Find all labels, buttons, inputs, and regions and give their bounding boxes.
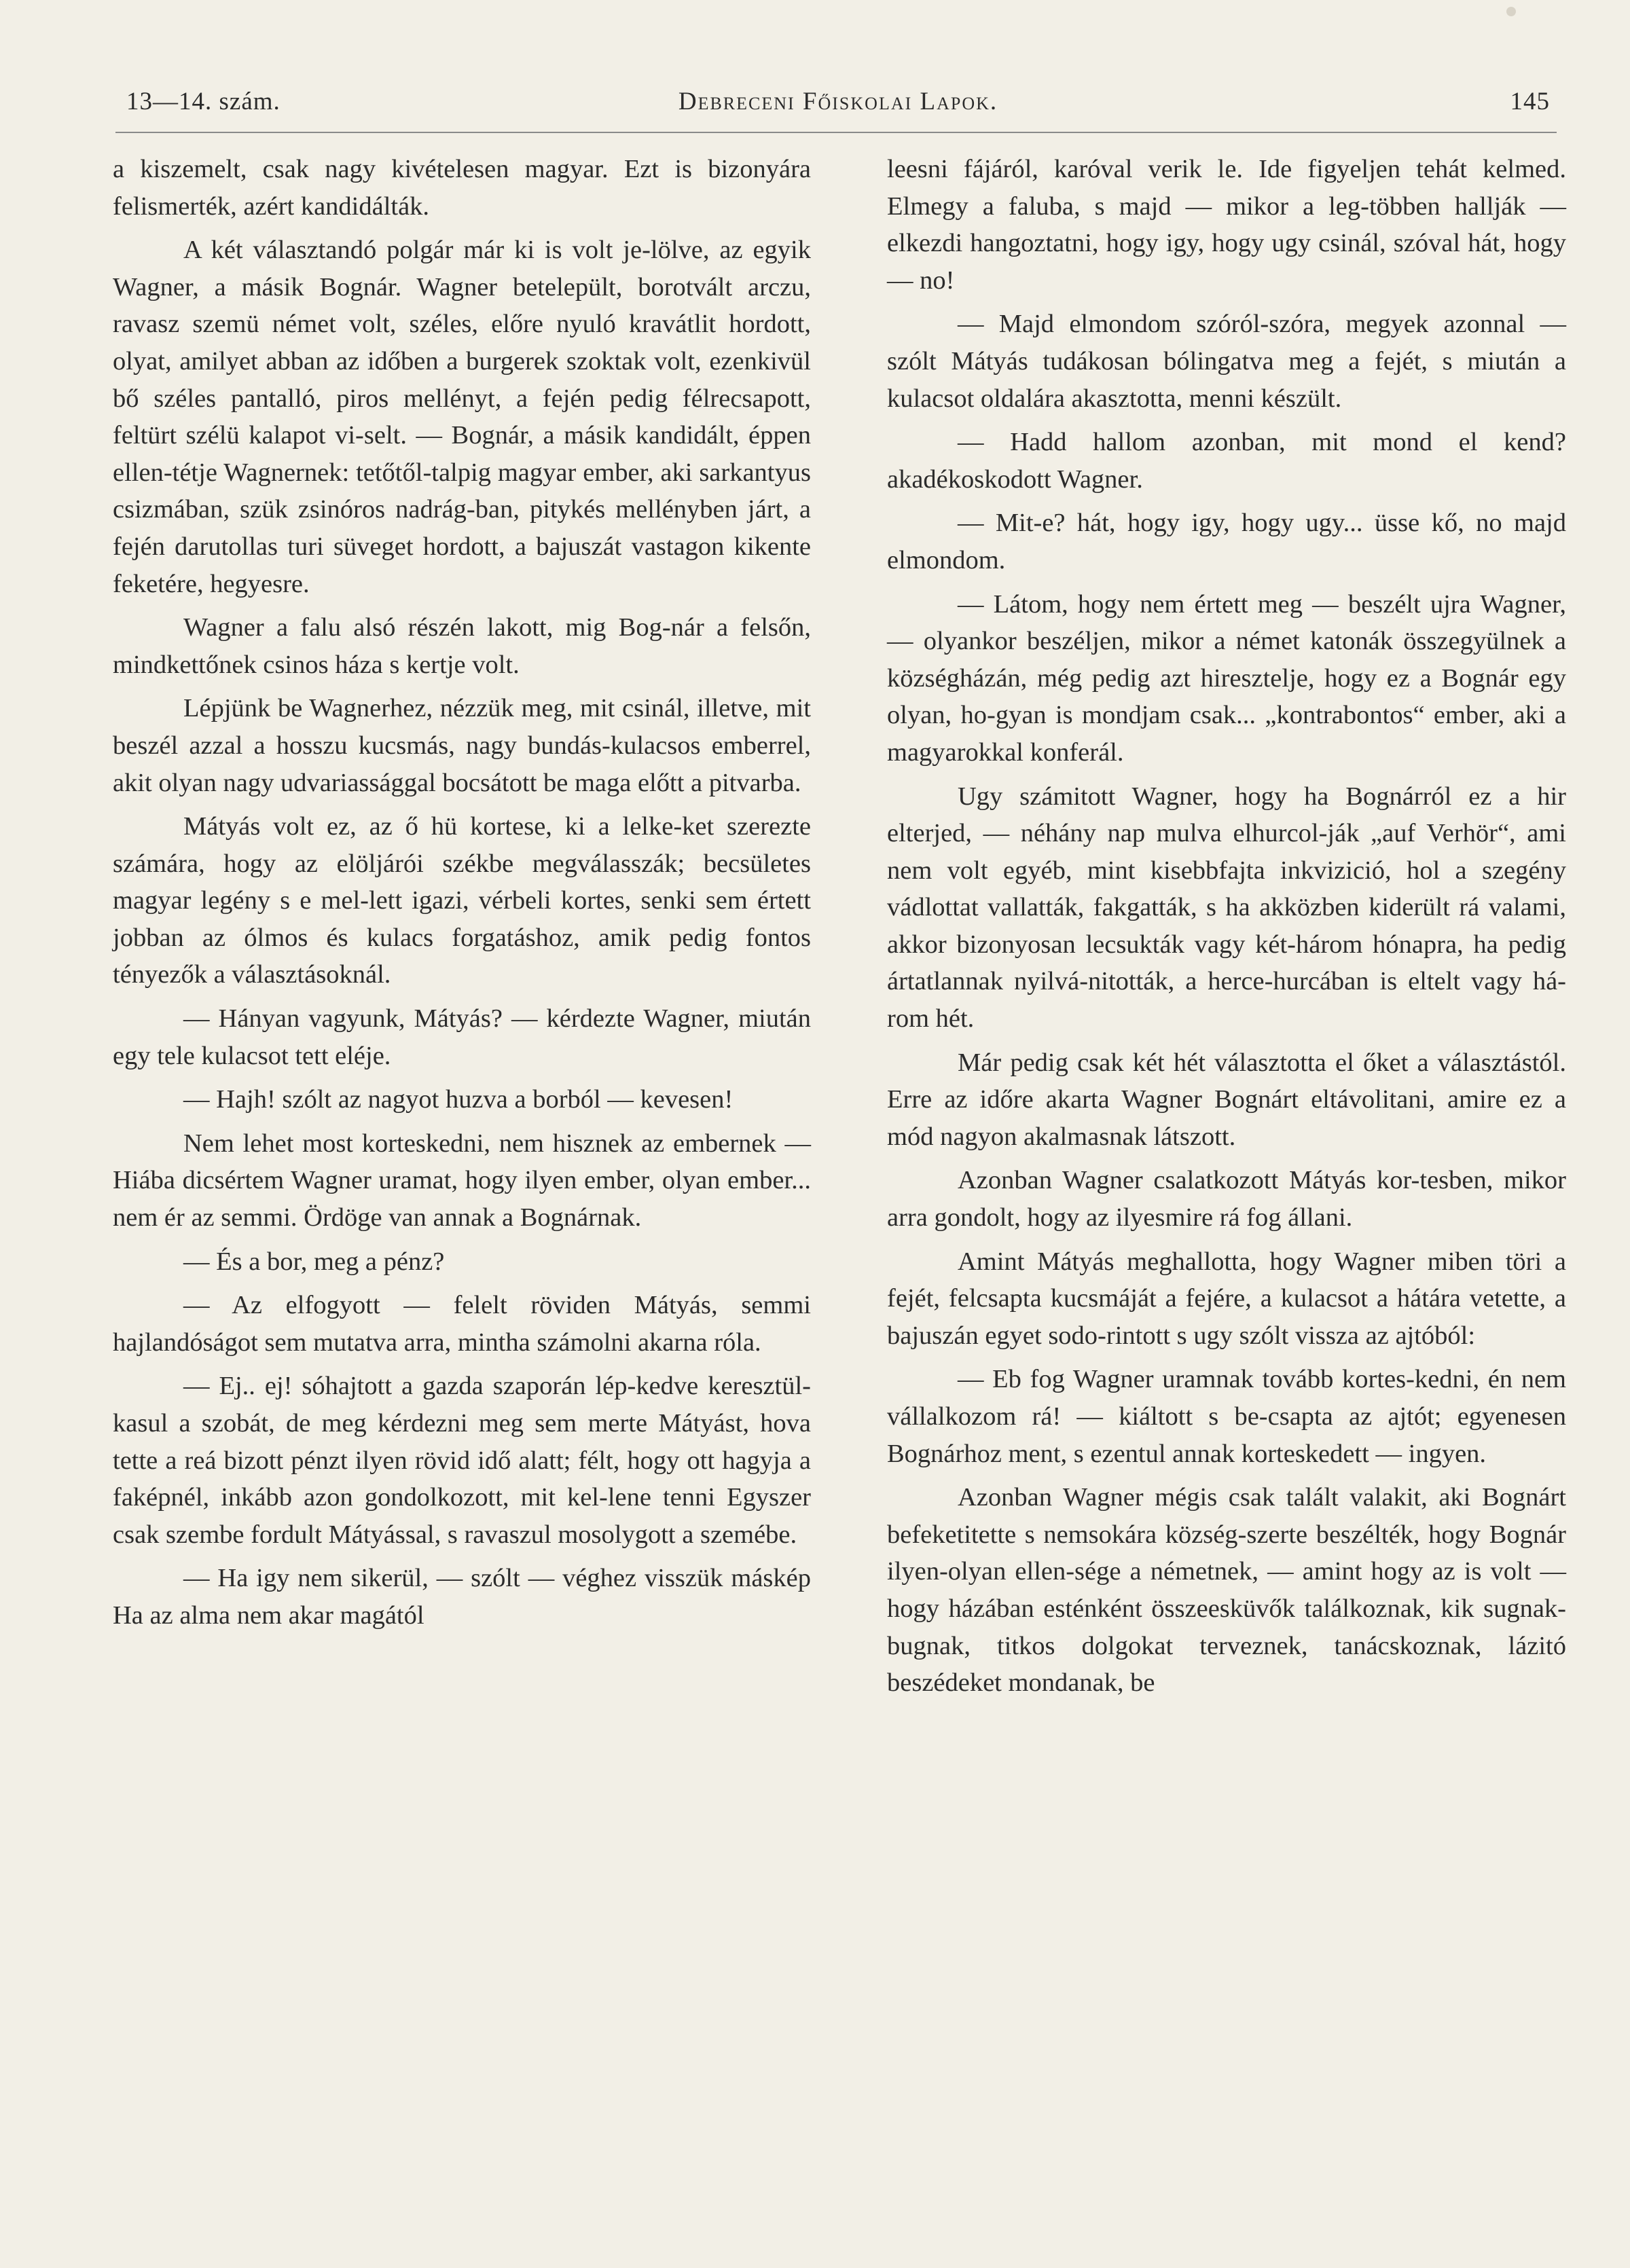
paragraph: Lépjünk be Wagnerhez, nézzük meg, mit csinál, illetve, mit beszél azzal a hosszu kucsmás, nagy bundás-kulacsos emberrel, akit olyan nagy udvariassággal bocsátott be maga előtt a pitvarba.	[113, 694, 811, 797]
journal-title: Debreceni Főiskolai Lapok.	[678, 88, 998, 115]
paragraph: — Az elfogyott — felelt röviden Mátyás, semmi hajlandóságot sem mutatva arra, mintha számolni akarna róla.	[113, 1291, 811, 1357]
paragraph: — Eb fog Wagner uramnak tovább kortes-kedni, én nem vállalkozom rá! — kiáltott s be-csapta az ajtót; egyenesen Bognárhoz ment, s ezentul annak korteskedett — ingyen.	[887, 1365, 1566, 1468]
page-number: 145	[1510, 88, 1550, 115]
paragraph: Azonban Wagner mégis csak talált valakit, aki Bognárt befeketitette s nemsokára község-szerte beszélték, hogy Bognár ilyen-olyan ellen-sége a németnek, — amint hogy az is volt — hogy házában esténként összeesküvők találkoznak, kik sugnak-bugnak, titkos dolgokat terveznek, tanácskoznak, lázitó beszédeket mondanak, be	[887, 1483, 1566, 1698]
header-rule	[115, 132, 1557, 133]
paragraph: — Hadd hallom azonban, mit mond el kend? akadékoskodott Wagner.	[887, 428, 1566, 494]
paragraph: Ugy számitott Wagner, hogy ha Bognárról ez a hir elterjed, — néhány nap mulva elhurcol-ják „auf Verhör“, ami nem volt egyéb, mint kisebbfajta inkvizició, hol a szegény vádlottat vallatták, fakgatták, s ha akközben kiderült rá valami, akkor bizonyosan lecsukták vagy két-három hónapra, ha pedig ártatlannak nyilvá-nitották, a herce-hurcában is eltelt vagy há-rom hét.	[887, 782, 1566, 1034]
paragraph: Wagner a falu alsó részén lakott, mig Bog-nár a felsőn, mindkettőnek csinos háza s kertje volt.	[113, 613, 811, 679]
paragraph: — Ha igy nem sikerül, — szólt — véghez visszük máskép Ha az alma nem akar magától	[113, 1564, 811, 1630]
paragraph: — Majd elmondom szóról-szóra, megyek azonnal — szólt Mátyás tudákosan bólingatva meg a fejét, s miután a kulacsot oldalára akasztotta, menni készült.	[887, 310, 1566, 413]
paragraph: — Hányan vagyunk, Mátyás? — kérdezte Wagner, miután egy tele kulacsot tett eléje.	[113, 1004, 811, 1070]
paragraph: A két választandó polgár már ki is volt je-lölve, az egyik Wagner, a másik Bognár. Wagner betelepült, borotvált arczu, ravasz szemü német volt, széles, előre nyuló kravátlit hordott, olyat, amilyet abban az időben a burgerek szoktak volt, ezenkivül bő széles pantalló, piros mellényt, a fején pedig félrecsapott, feltürt szélü kalapot vi-selt. — Bognár, a másik kandidált, éppen ellen-tétje Wagnernek: tetőtől-talpig magyar ember, aki sarkantyus csizmában, szük zsinóros nadrág-ban, pitykés mellényben járt, a fején darutollas turi süveget hordott, a bajuszát vastagon kikente feketére, hegyesre.	[113, 236, 811, 598]
issue-number: 13—14. szám.	[126, 88, 280, 115]
paragraph: Nem lehet most korteskedni, nem hisznek az embernek — Hiába dicsértem Wagner uramat, hogy ilyen ember, olyan ember... nem ér az semmi. Ördöge van annak a Bognárnak.	[113, 1129, 811, 1232]
paragraph: — És a bor, meg a pénz?	[183, 1247, 445, 1276]
paper-stain	[1506, 7, 1516, 16]
paragraph: — Ej.. ej! sóhajtott a gazda szaporán lép-kedve keresztül-kasul a szobát, de meg kérdezni meg sem merte Mátyást, hova tette a reá bizott pénzt ilyen rövid idő alatt; félt, hogy ott hagyja a faképnél, inkább azon gondolkozott, mit kel-lene tenni Egyszer csak szembe fordult Mátyással, s ravaszul mosolygott a szemébe.	[113, 1372, 811, 1549]
paragraph: — Hajh! szólt az nagyot huzva a borból — kevesen!	[183, 1085, 734, 1114]
paragraph: — Mit-e? hát, hogy igy, hogy ugy... üsse kő, no majd elmondom.	[887, 509, 1566, 574]
paragraph: Mátyás volt ez, az ő hü kortese, ki a lelke-ket szerezte számára, hogy az elöljárói székbe megválasszák; becsületes magyar legény s e mel-lett igazi, vérbeli kortes, senki sem értett jobban az ólmos és kulacs forgatáshoz, amik pedig fontos tényezők a választásoknál.	[113, 812, 811, 989]
paragraph: leesni fájáról, karóval verik le. Ide figyeljen tehát kelmed. Elmegy a faluba, s majd — mikor a leg-többen hallják — elkezdi hangoztatni, hogy igy, hogy ugy csinál, szóval hát, hogy — no!	[887, 155, 1566, 295]
paragraph: Amint Mátyás meghallotta, hogy Wagner miben töri a fejét, felcsapta kucsmáját a fejére, a kulacsot a hátára vetette, a bajuszán egyet sodo-rintott s ugy szólt vissza az ajtóból:	[887, 1247, 1566, 1350]
right-column	[887, 151, 1566, 1708]
paragraph: — Látom, hogy nem értett meg — beszélt ujra Wagner, — olyankor beszéljen, mikor a német katonák összegyülnek a községházán, még pedig azt hiresztelje, hogy ez a Bognár egy olyan, ho-gyan is mondjam csak... „kontrabontos“ ember, aki a magyarokkal konferál.	[887, 589, 1566, 767]
paragraph: Már pedig csak két hét választotta el őket a választástól. Erre az időre akarta Wagner Bognárt eltávolitani, amire ez a mód nagyon akalmasnak látszott.	[887, 1048, 1566, 1151]
left-column	[113, 151, 811, 1641]
paragraph: Azonban Wagner csalatkozott Mátyás kor-tesben, mikor arra gondolt, hogy az ilyesmire rá fog állani.	[887, 1166, 1566, 1232]
paragraph: a kiszemelt, csak nagy kivételesen magyar. Ezt is bizonyára felismerték, azért kandidálták.	[113, 155, 811, 221]
page-header	[126, 87, 1550, 128]
